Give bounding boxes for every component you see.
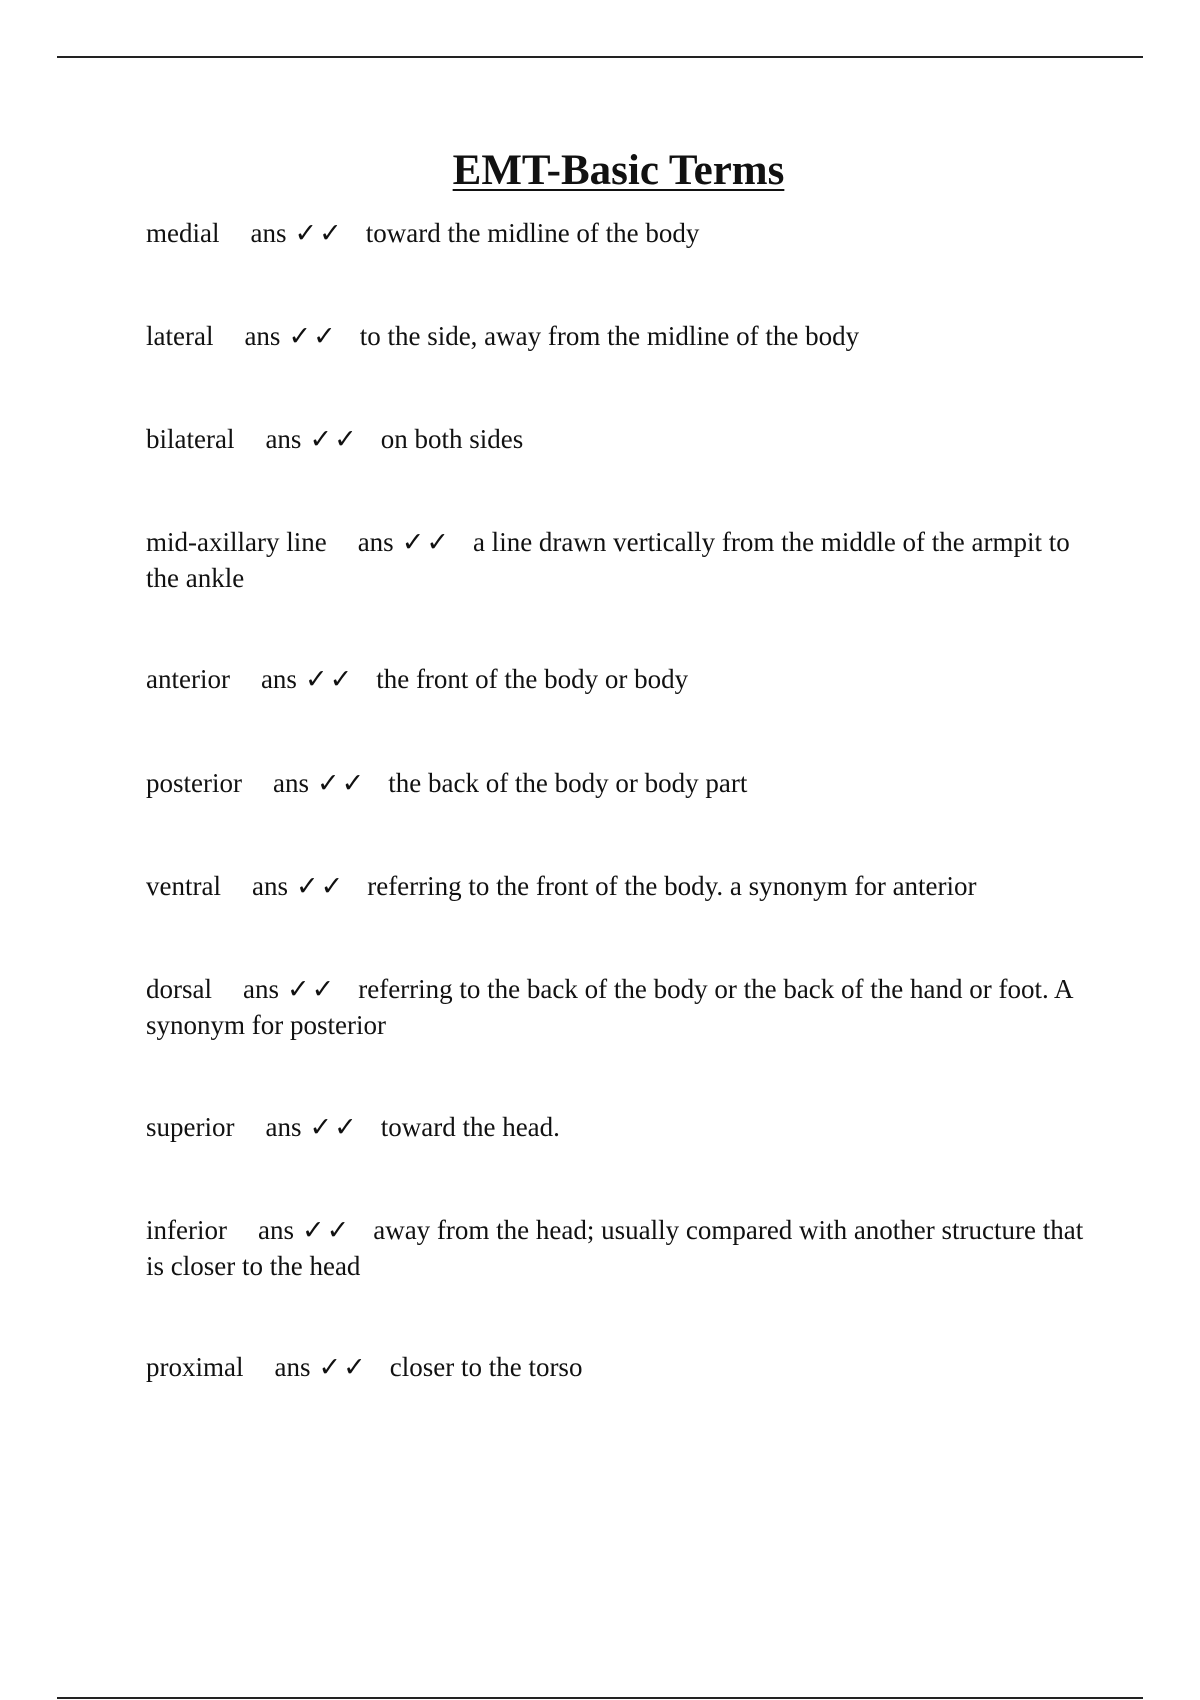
definition: the front of the body or body — [376, 664, 689, 694]
checkmark-icon: ✓✓ — [286, 974, 337, 1004]
term-entry — [146, 1349, 1096, 1385]
term-entry — [146, 524, 1096, 596]
definition: to the side, away from the midline of the body — [359, 321, 860, 351]
term: superior — [146, 1112, 235, 1142]
term-entry — [146, 215, 1096, 251]
definition: toward the head. — [380, 1112, 560, 1142]
checkmark-icon: ✓✓ — [401, 527, 451, 557]
definition: the back of the body or body part — [388, 768, 748, 798]
term: posterior — [146, 768, 242, 798]
definition: on both sides — [380, 424, 524, 454]
term-entry — [146, 765, 1096, 801]
term: anterior — [146, 664, 230, 694]
term-entry — [146, 1109, 1096, 1145]
answer-marker: ans — [244, 321, 281, 351]
answer-marker: ans — [250, 218, 287, 248]
definition: away from the head; usually compared with another structure that is closer to the head — [146, 1215, 1084, 1281]
term: proximal — [146, 1352, 244, 1382]
term: ventral — [146, 871, 221, 901]
checkmark-icon: ✓✓ — [301, 1215, 352, 1245]
term-entry — [146, 971, 1096, 1043]
definition: a line drawn vertically from the middle of the armpit to the ankle — [146, 527, 1070, 593]
term-entry — [146, 1212, 1096, 1284]
answer-marker: ans — [265, 1112, 302, 1142]
definition: referring to the front of the body. a synonym for anterior — [367, 871, 977, 901]
term: bilateral — [146, 424, 235, 454]
term: lateral — [146, 321, 214, 351]
answer-marker: ans — [265, 424, 302, 454]
term-entry — [146, 868, 1096, 904]
definition: toward the midline of the body — [365, 218, 700, 248]
checkmark-icon: ✓✓ — [294, 218, 344, 248]
term: inferior — [146, 1215, 227, 1245]
term-entry — [146, 661, 1096, 697]
checkmark-icon: ✓✓ — [309, 1112, 359, 1142]
checkmark-icon: ✓✓ — [304, 664, 355, 694]
checkmark-icon: ✓✓ — [316, 768, 367, 798]
checkmark-icon: ✓✓ — [295, 871, 346, 901]
definition: closer to the torso — [389, 1352, 583, 1382]
term: dorsal — [146, 974, 212, 1004]
answer-marker: ans — [242, 974, 279, 1004]
answer-marker: ans — [251, 871, 288, 901]
top-rule — [57, 56, 1143, 58]
term-entry — [146, 421, 1096, 457]
term-entry — [146, 318, 1096, 354]
answer-marker: ans — [272, 768, 309, 798]
term: mid-axillary line — [146, 527, 327, 557]
checkmark-icon: ✓✓ — [318, 1352, 368, 1382]
page-title: EMT-Basic Terms — [452, 147, 785, 194]
answer-marker: ans — [260, 664, 297, 694]
bottom-rule — [57, 1697, 1143, 1699]
checkmark-icon: ✓✓ — [309, 424, 359, 454]
answer-marker: ans — [274, 1352, 311, 1382]
answer-marker: ans — [257, 1215, 294, 1245]
checkmark-icon: ✓✓ — [288, 321, 338, 351]
definition: referring to the back of the body or the back of the hand or foot. A synonym for posterior — [146, 974, 1073, 1040]
answer-marker: ans — [357, 527, 394, 557]
term: medial — [146, 218, 220, 248]
